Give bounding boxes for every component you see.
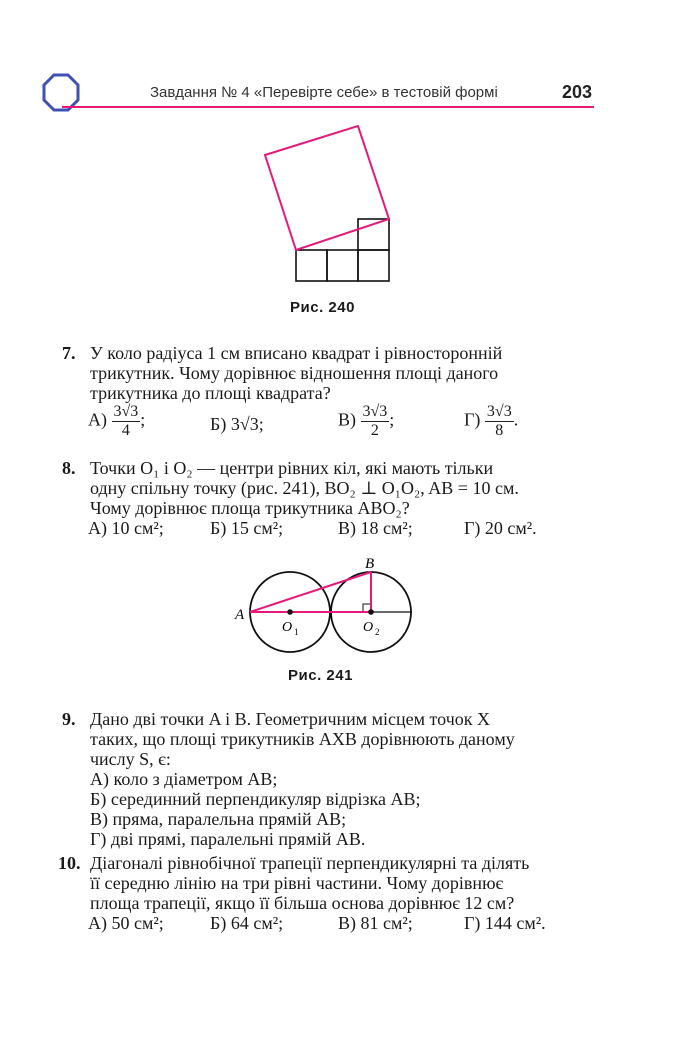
problem-7-option-b: Б) 3√3; (210, 414, 264, 434)
fig240-caption: Рис. 240 (290, 299, 355, 316)
problem-7-line: У коло радіуса 1 см вписано квадрат і рівносторонній (90, 343, 503, 363)
fig240-cell (358, 250, 389, 281)
fig241-label-a: A (235, 607, 245, 623)
fig241-label-b: B (365, 556, 375, 572)
problem-7-option-d: Г) $\frac{3√3}{8}$ . (464, 403, 519, 439)
problem-9-option-b: Б) серединний перпендикуляр відрізка AB; (90, 789, 421, 809)
fig240-tilted-square (265, 126, 389, 250)
fig241-label-o2: O (363, 620, 374, 635)
fig240-cell (327, 250, 358, 281)
problem-10-option-d: Г) 144 см². (464, 913, 546, 933)
fig241-point-o1 (287, 609, 293, 615)
fig241-point-o2 (368, 609, 374, 615)
problem-8-option-b: Б) 15 см²; (210, 518, 284, 538)
header-rule (62, 106, 594, 108)
figure-240 (255, 120, 405, 290)
problem-10-option-a: А) 50 см²; (88, 913, 164, 933)
problem-9-option-a: А) коло з діаметром AB; (90, 769, 278, 789)
problem-7-line: трикутник. Чому дорівнює відношення площі даного (90, 363, 499, 383)
problem-7-option-a: А) $\frac{3√3}{4}$ ; (88, 403, 146, 439)
page-number: 203 (562, 82, 593, 102)
problem-7-option-c: В) $\frac{3√3}{2}$ ; (338, 403, 395, 439)
figure-241 (230, 552, 430, 660)
problem-8-line: Чому дорівнює площа трикутника ABO₂? (90, 498, 410, 518)
problem-9-option-c: В) пряма, паралельна прямій AB; (90, 809, 347, 829)
problem-10-number: 10. (58, 853, 81, 873)
problem-8-number: 8. (62, 458, 76, 478)
problem-7-number: 7. (62, 343, 76, 363)
fig241-caption: Рис. 241 (288, 667, 353, 684)
header-title: Завдання № 4 «Перевірте себе» в тестовій формі (150, 84, 498, 101)
fig240-cell (296, 250, 327, 281)
problem-9-line: таких, що площі трикутників AXB дорівнюють даному (90, 729, 515, 749)
problem-8-line: Точки O₁ і O₂ — центри рівних кіл, які мають тільки (90, 458, 494, 478)
problem-8-line: одну спільну точку (рис. 241), BO₂ ⊥ O₁O₂, AB = 10 см. (90, 478, 519, 498)
fig241-label-o1-sub: 1 (294, 627, 299, 637)
problem-9-line: Дано дві точки A і B. Геометричним місцем точок X (90, 709, 491, 729)
problem-8-option-d: Г) 20 см². (464, 518, 537, 538)
problem-9-option-d: Г) дві прямі, паралельні прямій AB. (90, 829, 366, 849)
fig241-label-o2-sub: 2 (375, 627, 380, 637)
problem-9-line: числу S, є: (90, 749, 171, 769)
fig241-label-o1: O (282, 620, 293, 635)
problem-10-line: площа трапеції, якщо її більша основа дорівнює 12 см? (90, 893, 515, 913)
problem-8-option-c: В) 18 см²; (338, 518, 413, 538)
problem-7-line: трикутника до площі квадрата? (90, 383, 331, 403)
problem-10-option-c: В) 81 см²; (338, 913, 413, 933)
problem-10-option-b: Б) 64 см²; (210, 913, 284, 933)
problem-10-line: Діагоналі рівнобічної трапеції перпендикулярні та ділять (90, 853, 530, 873)
problem-10-line: її середню лінію на три рівні частини. Чому дорівнює (90, 873, 504, 893)
problem-8-option-a: А) 10 см²; (88, 518, 164, 538)
problem-9-number: 9. (62, 709, 76, 729)
